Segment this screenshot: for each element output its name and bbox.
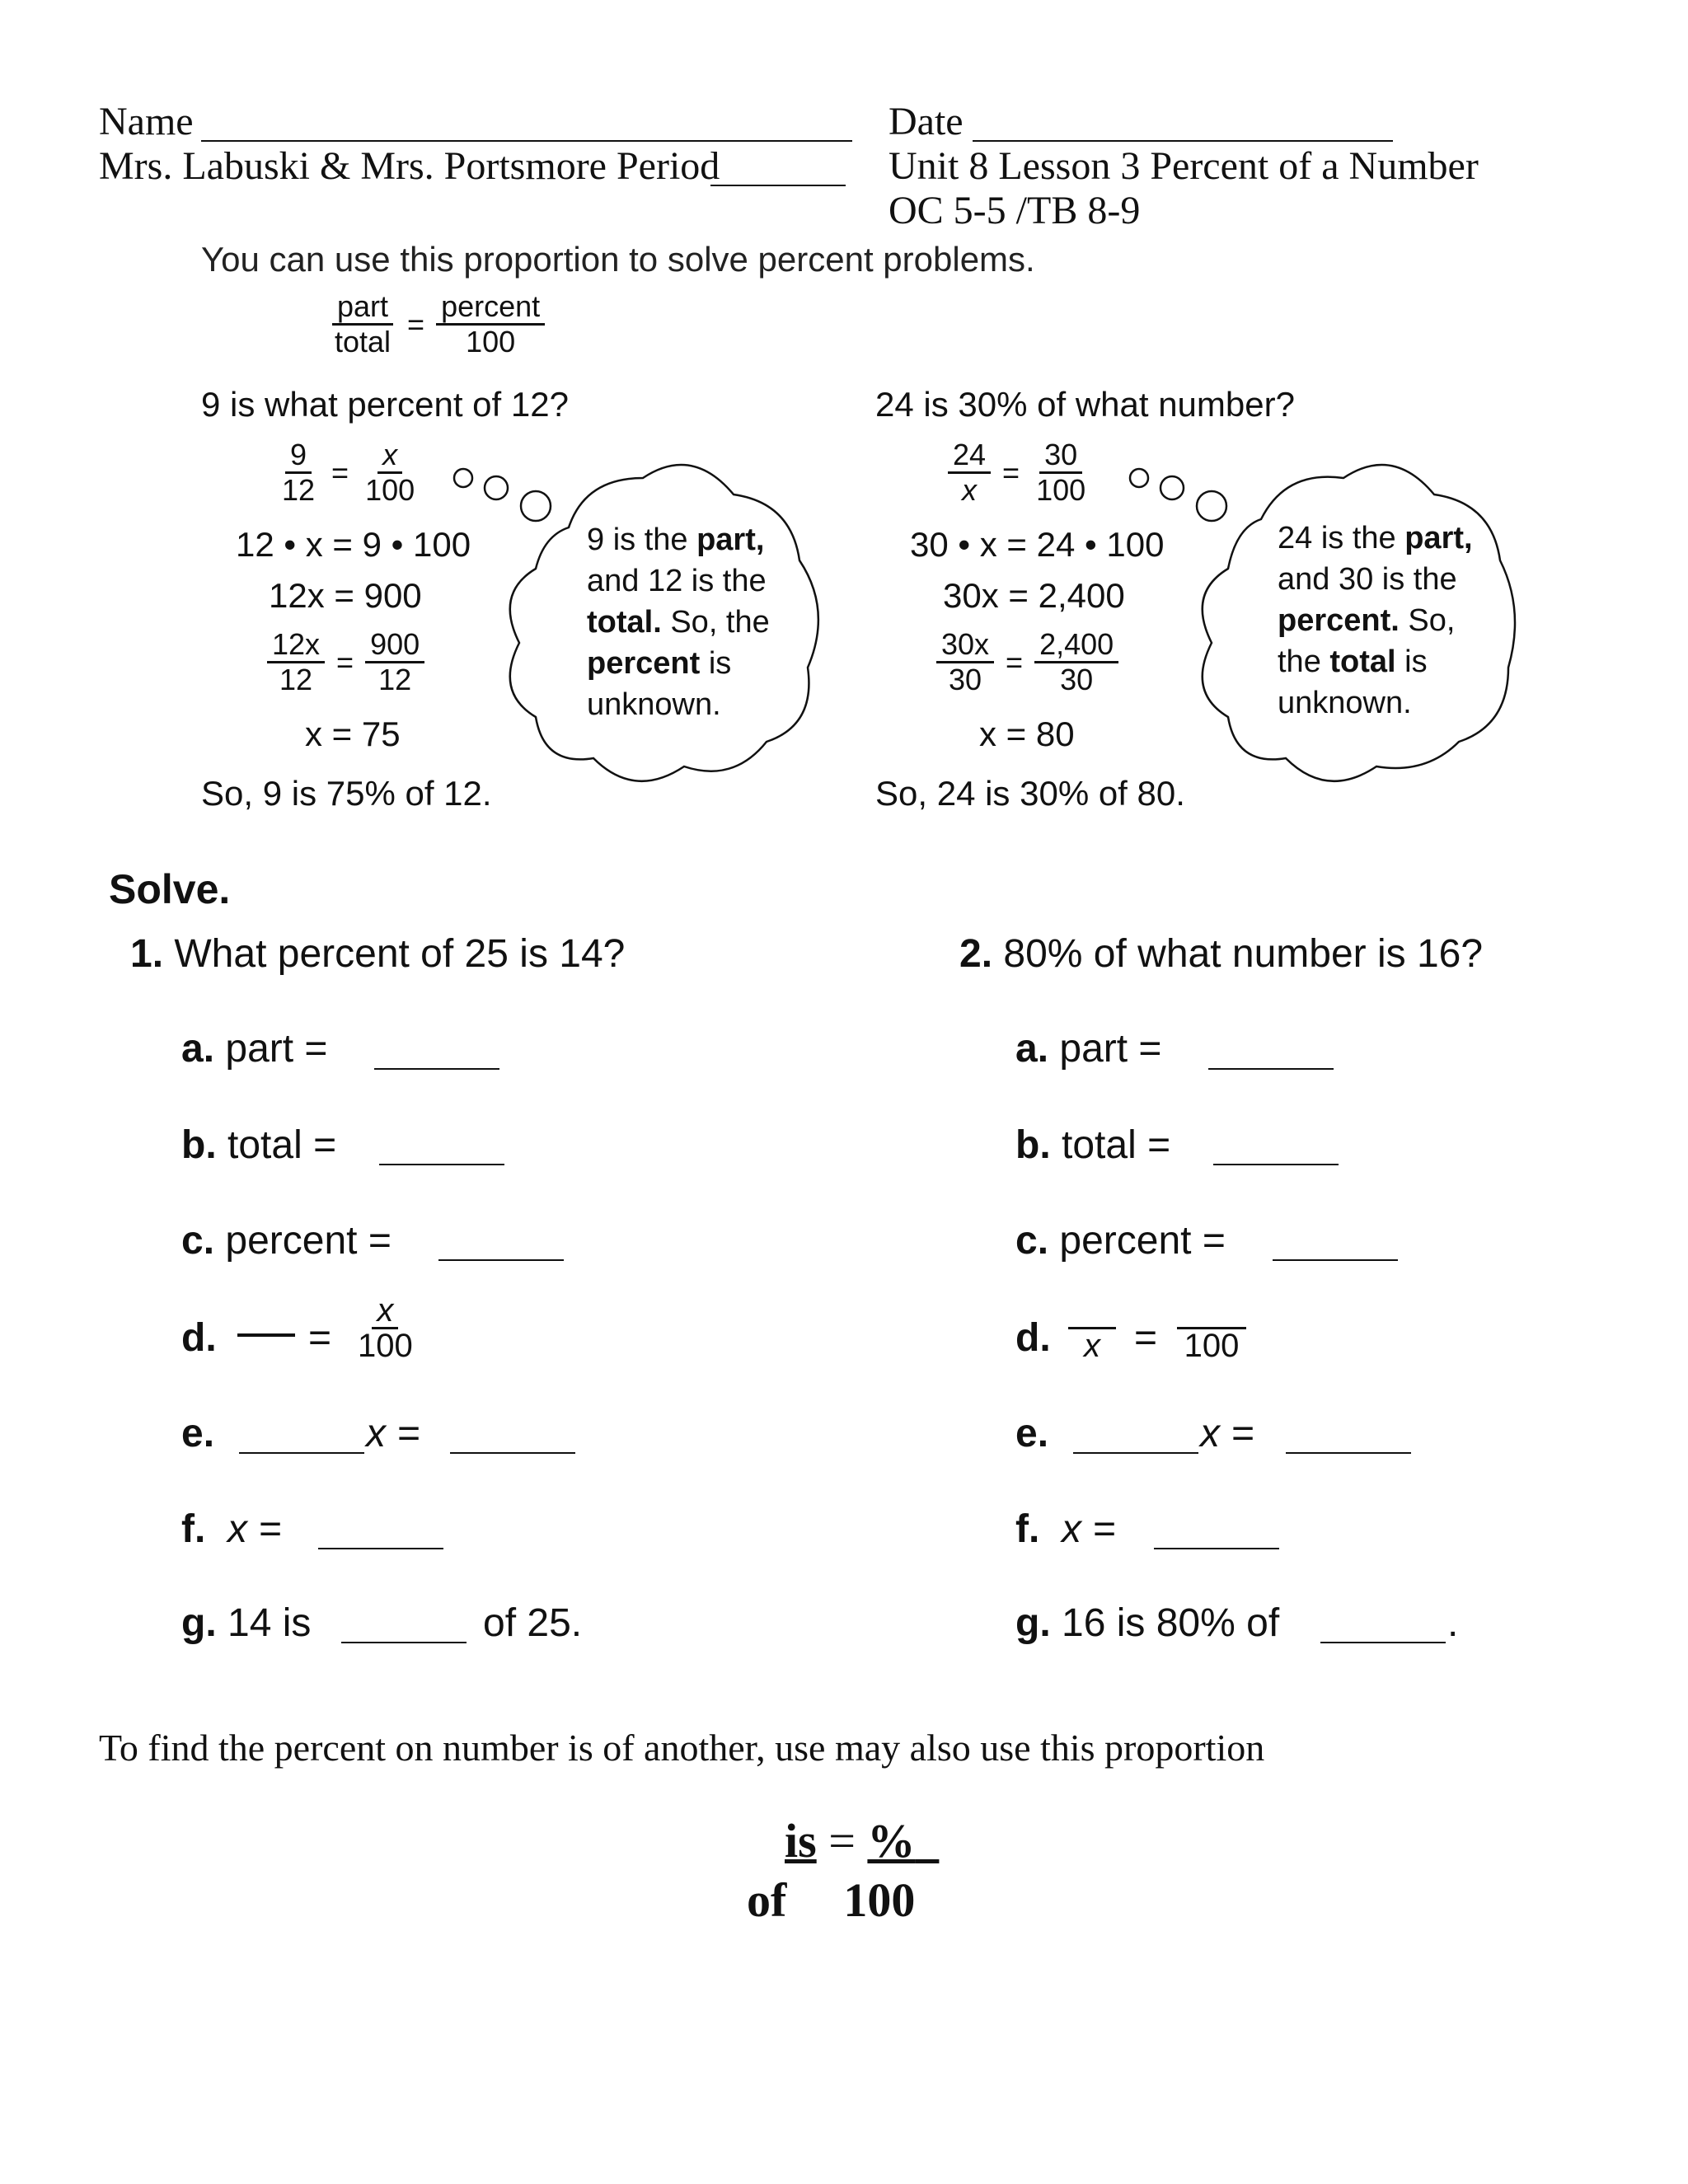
example1-step4 xyxy=(267,628,424,696)
ex2-f2-den: 100 xyxy=(1036,473,1086,507)
example1-step3: 12x = 900 xyxy=(269,576,422,615)
example2-step4 xyxy=(936,628,1118,696)
bubble1-text: is xyxy=(700,646,732,681)
item-text: percent = xyxy=(225,1219,392,1263)
ex1-f1-den: 12 xyxy=(282,473,316,507)
ex2-f3-den: 30 xyxy=(949,663,982,696)
q1-e-mid: x = xyxy=(366,1412,420,1455)
q2-b xyxy=(1015,1122,1170,1168)
question-number: 2. xyxy=(959,932,993,976)
ex2-f1-den: x xyxy=(962,473,978,507)
item-label: g. xyxy=(1015,1601,1051,1645)
bubble1-line4 xyxy=(587,643,731,684)
bubble2-line5: unknown. xyxy=(1278,686,1412,720)
item-label: a. xyxy=(1015,1027,1049,1071)
q1-g xyxy=(181,1601,311,1646)
bubble2-text: So, xyxy=(1399,603,1456,638)
example1-step5: x = 75 xyxy=(305,715,401,753)
of-100-line xyxy=(747,1872,915,1928)
q2-d xyxy=(1015,1315,1051,1361)
part-total-fraction xyxy=(330,290,396,359)
is-word: is xyxy=(785,1814,817,1868)
equals-sign: = xyxy=(1134,1316,1158,1360)
q1-b xyxy=(181,1122,336,1168)
example1-step1 xyxy=(277,438,420,507)
equals-sign: = xyxy=(828,1814,856,1868)
item-text: total = xyxy=(1062,1123,1171,1167)
q1-g-post: of 25. xyxy=(483,1601,583,1645)
bubble2-line3 xyxy=(1278,600,1455,641)
bubble1-line1 xyxy=(587,519,764,560)
bubble1-text: 9 is the xyxy=(587,523,697,557)
example2-question: 24 is 30% of what number? xyxy=(875,385,1295,424)
q1-a xyxy=(181,1026,327,1071)
example1-conclusion: So, 9 is 75% of 12. xyxy=(201,774,492,813)
q1-d-fraction xyxy=(353,1294,418,1362)
example2-step1 xyxy=(948,438,1090,507)
intro-text: You can use this proportion to solve percent problems. xyxy=(201,240,1035,279)
item-text: total = xyxy=(227,1123,337,1167)
q1-c xyxy=(181,1218,392,1263)
item-label: d. xyxy=(1015,1316,1051,1360)
q2-percent-answer[interactable] xyxy=(1273,1259,1398,1261)
ex1-f2-den: 100 xyxy=(365,473,415,507)
lesson-code: OC 5-5 /TB 8-9 xyxy=(889,189,1141,232)
item-label: e. xyxy=(1015,1412,1049,1455)
bubble2-text: the xyxy=(1278,644,1330,679)
q2-total-answer[interactable] xyxy=(1213,1164,1339,1165)
q2-e-result-blank[interactable] xyxy=(1286,1452,1411,1454)
equals-sign: = xyxy=(331,455,349,490)
hundred-number: 100 xyxy=(843,1873,916,1927)
example2-step5: x = 80 xyxy=(979,715,1075,753)
footer-text: To find the percent on number is of another, use may also use this proportion xyxy=(99,1727,1265,1769)
q1-f xyxy=(181,1507,281,1552)
equals-sign: = xyxy=(1002,455,1020,490)
q2-g xyxy=(1015,1601,1279,1646)
q1-percent-answer[interactable] xyxy=(438,1259,564,1261)
q1-e xyxy=(181,1411,214,1456)
item-label: c. xyxy=(1015,1219,1049,1263)
example2-step3: 30x = 2,400 xyxy=(943,576,1125,615)
frac-num-blank[interactable] xyxy=(1068,1294,1116,1329)
date-blank[interactable] xyxy=(973,140,1393,142)
bubble1-line5: unknown. xyxy=(587,687,721,722)
ex2-f2-num: 30 xyxy=(1039,438,1082,474)
ex1-f3-den: 12 xyxy=(279,663,313,696)
item-label: d. xyxy=(181,1316,217,1360)
equals-sign: = xyxy=(407,307,425,341)
q2-x-answer[interactable] xyxy=(1154,1548,1279,1549)
item-text: percent = xyxy=(1059,1219,1226,1263)
frac-den: 100 xyxy=(358,1328,413,1364)
ex1-f4-den: 12 xyxy=(378,663,412,696)
q2-c xyxy=(1015,1218,1226,1263)
ex1-f4-num: 900 xyxy=(365,628,424,663)
bubble2-line1 xyxy=(1278,518,1473,559)
item-text: x = xyxy=(227,1507,282,1551)
q2-part-answer[interactable] xyxy=(1208,1068,1334,1070)
question-number: 1. xyxy=(130,932,164,976)
hundred-number: 100 xyxy=(466,325,516,359)
bubble2-bold: total xyxy=(1329,644,1396,679)
bubble1-bold: part, xyxy=(696,523,765,557)
frac-den: 100 xyxy=(1184,1328,1240,1364)
percent-100-fraction xyxy=(436,290,545,359)
percent-symbol: % xyxy=(867,1814,916,1868)
item-label: f. xyxy=(181,1507,206,1551)
unit-title: Unit 8 Lesson 3 Percent of a Number xyxy=(889,144,1479,188)
ex1-f2-num: x xyxy=(377,438,402,474)
total-word: total xyxy=(335,325,392,359)
ex2-f4-num: 2,400 xyxy=(1034,628,1118,663)
bubble2-text: is xyxy=(1395,644,1428,679)
example2-conclusion: So, 24 is 30% of 80. xyxy=(875,774,1185,813)
question-text: 80% of what number is 16? xyxy=(1003,932,1484,976)
q1-d-fraction-blank[interactable] xyxy=(237,1333,295,1337)
q1-total-answer[interactable] xyxy=(379,1164,504,1165)
item-label: c. xyxy=(181,1219,215,1263)
bubble2-bold: percent. xyxy=(1278,603,1400,638)
bubble2-line4 xyxy=(1278,641,1428,682)
q2-g-answer[interactable] xyxy=(1320,1642,1446,1643)
q2-f xyxy=(1015,1507,1115,1552)
bubble1-text: So, the xyxy=(661,605,770,640)
bubble2-text: 24 is the xyxy=(1278,521,1405,555)
q2-e-coef-blank[interactable] xyxy=(1073,1452,1198,1454)
frac-num: x xyxy=(372,1294,398,1329)
frac-num-blank[interactable] xyxy=(1177,1294,1246,1329)
intro-proportion xyxy=(330,290,545,359)
equals-sign: = xyxy=(308,1316,332,1360)
item-label: b. xyxy=(181,1123,217,1167)
q1-d xyxy=(181,1315,217,1361)
q1-e-coef-blank[interactable] xyxy=(239,1452,364,1454)
bubble1-bold: percent xyxy=(587,646,701,681)
bubble2-bold: part, xyxy=(1404,521,1473,555)
ex2-f1-num: 24 xyxy=(948,438,991,474)
equals-sign: = xyxy=(336,644,354,679)
teachers-period: Mrs. Labuski & Mrs. Portsmore Period xyxy=(99,144,720,188)
bubble1-line2: and 12 is the xyxy=(587,564,767,598)
example1-question: 9 is what percent of 12? xyxy=(201,385,569,424)
q1-part-answer[interactable] xyxy=(374,1068,499,1070)
item-text: part = xyxy=(225,1027,328,1071)
ex2-f4-den: 30 xyxy=(1060,663,1094,696)
bubble1-line3 xyxy=(587,602,770,643)
ex1-f1-num: 9 xyxy=(285,438,312,474)
q2-d-fraction-left xyxy=(1068,1294,1116,1362)
q1-g-answer[interactable] xyxy=(341,1642,467,1643)
bubble2-line2: and 30 is the xyxy=(1278,562,1457,597)
item-label: g. xyxy=(181,1601,217,1645)
item-label: b. xyxy=(1015,1123,1051,1167)
item-text: x = xyxy=(1062,1507,1116,1551)
item-label: e. xyxy=(181,1412,215,1455)
of-word: of xyxy=(747,1873,787,1927)
example1-step2: 12 • x = 9 • 100 xyxy=(236,525,471,564)
q2-e-mid: x = xyxy=(1200,1412,1254,1455)
name-blank[interactable] xyxy=(201,140,852,142)
period-blank[interactable] xyxy=(710,185,846,186)
ex2-f3-num: 30x xyxy=(936,628,994,663)
item-text: 14 is xyxy=(227,1601,312,1645)
question-text: What percent of 25 is 14? xyxy=(174,932,626,976)
item-label: f. xyxy=(1015,1507,1040,1551)
q1-x-answer[interactable] xyxy=(318,1548,443,1549)
q2-d-fraction-right xyxy=(1177,1294,1246,1362)
frac-den: x xyxy=(1084,1328,1100,1364)
is-percent-proportion xyxy=(785,1813,939,1868)
question-2 xyxy=(959,931,1483,977)
bubble1-bold: total. xyxy=(587,605,662,640)
q2-e xyxy=(1015,1411,1048,1456)
item-label: a. xyxy=(181,1027,215,1071)
q2-a xyxy=(1015,1026,1161,1071)
example2-step2: 30 • x = 24 • 100 xyxy=(910,525,1165,564)
item-text: part = xyxy=(1059,1027,1162,1071)
question-1 xyxy=(130,931,625,977)
part-word: part xyxy=(332,290,393,326)
name-label: Name xyxy=(99,100,194,143)
q2-g-post: . xyxy=(1447,1601,1459,1645)
percent-word: percent xyxy=(436,290,545,326)
q1-e-result-blank[interactable] xyxy=(450,1452,575,1454)
ex1-f3-num: 12x xyxy=(267,628,325,663)
equals-sign: = xyxy=(1006,644,1024,679)
item-text: 16 is 80% of xyxy=(1062,1601,1280,1645)
date-label: Date xyxy=(889,100,964,143)
solve-heading: Solve. xyxy=(109,866,231,912)
